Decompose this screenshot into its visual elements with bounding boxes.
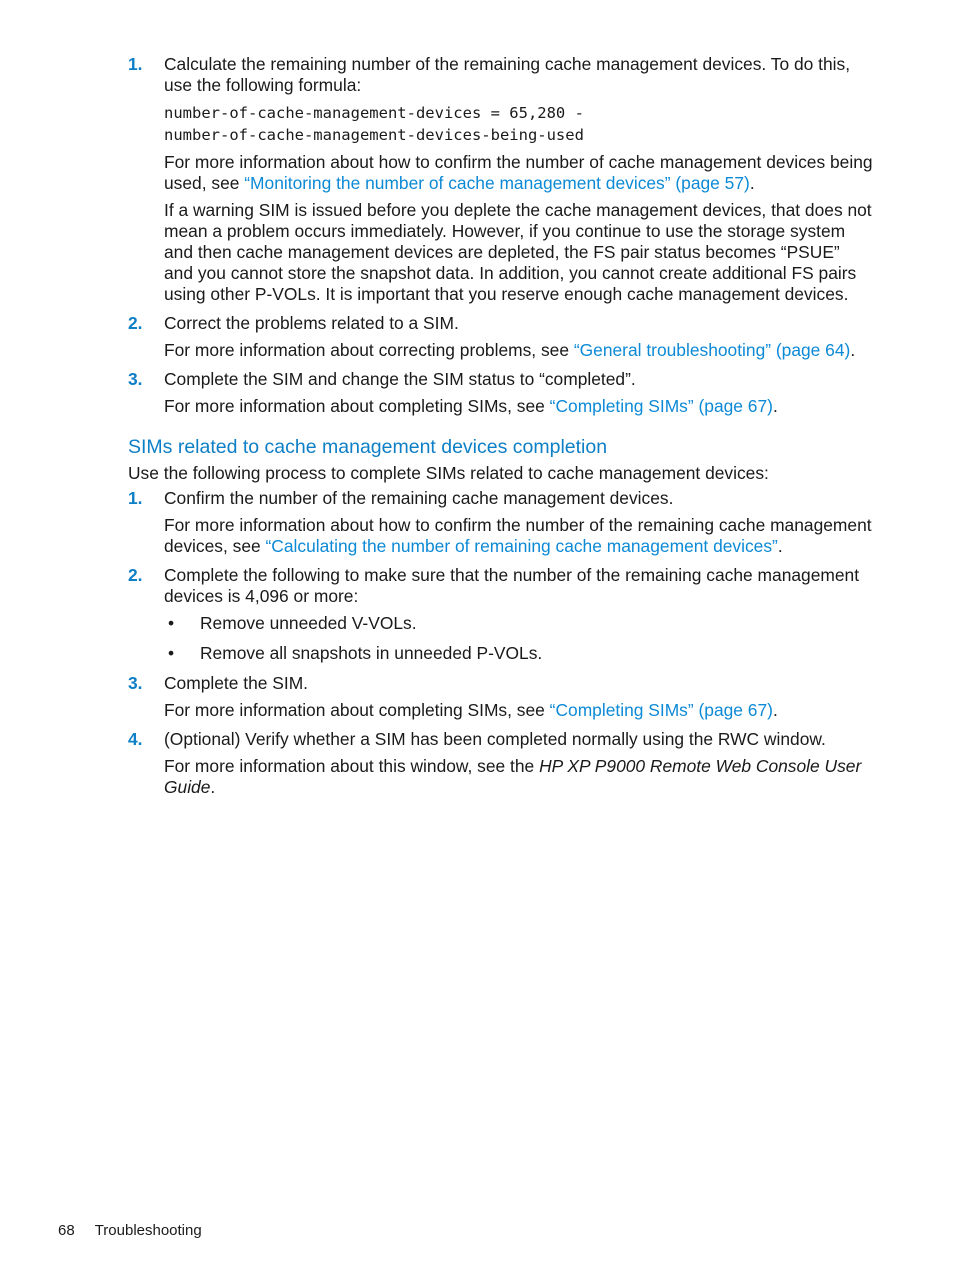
step-number: 2. bbox=[128, 313, 143, 333]
bullet-item: • Remove unneeded V-VOLs. bbox=[168, 613, 417, 633]
step-number: 1. bbox=[128, 488, 143, 508]
step-text: Complete the following to make sure that the number of the remaining cache management devices is 4,096 or more: bbox=[164, 565, 860, 606]
step-info-paragraph: For more information about this window, see the HP XP P9000 Remote Web Console User Guide. bbox=[164, 756, 862, 797]
step-info-paragraph: For more information about completing SIMs, see “Completing SIMs” (page 67). bbox=[164, 396, 778, 416]
step-info-paragraph: For more information about correcting problems, see “General troubleshooting” (page 64). bbox=[164, 340, 856, 360]
step-text: Confirm the number of the remaining cache management devices. bbox=[164, 488, 674, 508]
step-2 bbox=[128, 565, 873, 664]
link-monitoring-cache-devices[interactable]: “Monitoring the number of cache management devices” (page 57) bbox=[244, 173, 750, 193]
step-4 bbox=[128, 729, 873, 798]
bullet-list bbox=[164, 613, 873, 664]
step-text: (Optional) Verify whether a SIM has been completed normally using the RWC window. bbox=[164, 729, 826, 749]
step-number: 1. bbox=[128, 54, 143, 74]
footer-section-title: Troubleshooting bbox=[94, 1222, 202, 1239]
code-line: number-of-cache-management-devices = 65,280 - bbox=[164, 104, 584, 122]
step-warning-paragraph: If a warning SIM is issued before you deplete the cache management devices, that does not mean a problem occurs immediately. However, if you continue to use the storage system and then cache management devices are depleted, the FS pair status becomes “PSUE” and you cannot store the snapshot data. In addition, you cannot create additional FS pairs using other P-VOLs. It is important that you reserve enough cache management devices. bbox=[164, 200, 872, 304]
page-footer bbox=[58, 1222, 202, 1239]
step-list-2 bbox=[128, 488, 873, 798]
bullet-icon: • bbox=[168, 613, 175, 633]
step-2 bbox=[128, 313, 873, 361]
step-3 bbox=[128, 369, 873, 417]
step-number: 3. bbox=[128, 673, 143, 693]
section-heading: SIMs related to cache management devices completion bbox=[128, 436, 608, 458]
step-3 bbox=[128, 673, 873, 721]
step-list-1 bbox=[128, 54, 873, 417]
step-1 bbox=[128, 488, 873, 557]
formula-code-block bbox=[164, 102, 873, 146]
step-number: 3. bbox=[128, 369, 143, 389]
step-text: Complete the SIM and change the SIM status to “completed”. bbox=[164, 369, 636, 389]
page-content bbox=[128, 54, 873, 806]
step-text: Complete the SIM. bbox=[164, 673, 309, 693]
step-text: Calculate the remaining number of the remaining cache management devices. To do this, use the following formula: bbox=[164, 54, 851, 95]
code-line: number-of-cache-management-devices-being-used bbox=[164, 126, 584, 144]
step-1 bbox=[128, 54, 873, 305]
link-completing-sims[interactable]: “Completing SIMs” (page 67) bbox=[549, 700, 773, 720]
link-completing-sims[interactable]: “Completing SIMs” (page 67) bbox=[549, 396, 773, 416]
step-info-paragraph: For more information about completing SIMs, see “Completing SIMs” (page 67). bbox=[164, 700, 778, 720]
link-calculating-remaining-devices[interactable]: “Calculating the number of remaining cache management devices” bbox=[265, 536, 778, 556]
link-general-troubleshooting[interactable]: “General troubleshooting” (page 64) bbox=[573, 340, 851, 360]
step-info-paragraph: For more information about how to confirm the number of the remaining cache management devices, see “Calculating the number of remaining cache management devices”. bbox=[164, 515, 872, 556]
step-text: Correct the problems related to a SIM. bbox=[164, 313, 459, 333]
step-number: 2. bbox=[128, 565, 143, 585]
bullet-icon: • bbox=[168, 643, 175, 663]
section-intro: Use the following process to complete SIMs related to cache management devices: bbox=[128, 463, 769, 483]
page-number: 68 bbox=[58, 1222, 75, 1239]
step-info-paragraph: For more information about how to confirm the number of cache management devices being used, see “Monitoring the number of cache management devices” (page 57). bbox=[164, 152, 873, 193]
step-number: 4. bbox=[128, 729, 143, 749]
bullet-item: • Remove all snapshots in unneeded P-VOLs. bbox=[168, 643, 543, 663]
guide-title: HP XP P9000 Remote Web Console User Guide bbox=[164, 756, 862, 797]
